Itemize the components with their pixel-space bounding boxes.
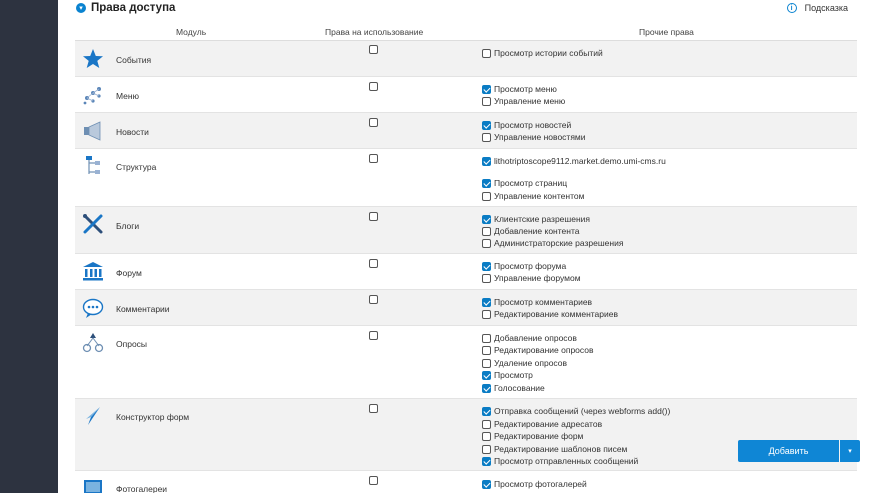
- pen-cross-icon: [82, 213, 104, 235]
- perm-checkbox[interactable]: [482, 358, 567, 368]
- caret-down-icon: ▾: [848, 448, 852, 455]
- checkbox[interactable]: [482, 359, 491, 368]
- perm-label: Просмотр страниц: [494, 178, 568, 188]
- perm-label: Просмотр фотогалерей: [494, 479, 587, 489]
- forum-building-icon: [82, 260, 104, 282]
- perm-label: Клиентские разрешения: [494, 214, 590, 224]
- left-sidebar: [0, 0, 58, 493]
- checkbox[interactable]: [482, 274, 491, 283]
- photo-gallery-icon: [82, 477, 104, 493]
- checkbox[interactable]: [482, 384, 491, 393]
- table-row: [75, 326, 857, 399]
- perm-label: Удаление опросов: [494, 358, 568, 368]
- use-checkbox[interactable]: [369, 82, 378, 91]
- perm-checkbox[interactable]: [482, 156, 666, 166]
- perm-checkbox[interactable]: [482, 479, 587, 489]
- perm-label: lithotriptoscope9112.market.demo.umi-cms.ru: [494, 156, 666, 166]
- perm-checkbox[interactable]: [482, 309, 618, 319]
- perm-checkbox[interactable]: [482, 431, 583, 441]
- use-checkbox[interactable]: [369, 404, 378, 413]
- table-row: [75, 254, 857, 290]
- module-name: Комментарии: [116, 304, 170, 314]
- use-checkbox[interactable]: [369, 118, 378, 127]
- perm-label: Управление форумом: [494, 273, 581, 283]
- checkbox[interactable]: [482, 371, 491, 380]
- table-header: [75, 22, 857, 41]
- megaphone-icon: [82, 120, 104, 142]
- perm-checkbox[interactable]: [482, 383, 545, 393]
- perm-label: Редактирование комментариев: [494, 309, 619, 319]
- use-checkbox[interactable]: [369, 331, 378, 340]
- checkbox[interactable]: [482, 298, 491, 307]
- checkbox[interactable]: [482, 420, 491, 429]
- use-checkbox[interactable]: [369, 154, 378, 163]
- perm-checkbox[interactable]: [482, 345, 594, 355]
- perm-checkbox[interactable]: [482, 297, 592, 307]
- table-row: [75, 471, 857, 493]
- perm-label: Управление контентом: [494, 191, 585, 201]
- module-name: Меню: [116, 91, 139, 101]
- help-label: Подсказка: [804, 3, 848, 13]
- perm-checkbox[interactable]: [482, 333, 577, 343]
- checkbox[interactable]: [482, 133, 491, 142]
- collapse-toggle-icon[interactable]: ▾: [76, 3, 86, 13]
- use-checkbox[interactable]: [369, 295, 378, 304]
- col-use-header: Права на использование: [325, 27, 424, 37]
- perm-checkbox[interactable]: [482, 96, 565, 106]
- perm-label: Просмотр: [494, 370, 533, 380]
- checkbox[interactable]: [482, 310, 491, 319]
- module-name: Форум: [116, 268, 142, 278]
- checkbox[interactable]: [482, 227, 491, 236]
- perm-checkbox[interactable]: [482, 84, 557, 94]
- add-dropdown-button[interactable]: [840, 440, 860, 462]
- perm-label: Администраторские разрешения: [494, 238, 624, 248]
- table-row: [75, 207, 857, 254]
- perm-label: Редактирование шаблонов писем: [494, 444, 628, 454]
- perm-checkbox[interactable]: [482, 238, 623, 248]
- star-icon: [82, 48, 104, 70]
- perm-label: Просмотр форума: [494, 261, 567, 271]
- table-row: [75, 149, 857, 207]
- perm-checkbox[interactable]: [482, 456, 638, 466]
- help-link[interactable]: [787, 3, 848, 13]
- module-name: Опросы: [116, 339, 148, 349]
- structure-icon: [82, 155, 104, 177]
- checkbox[interactable]: [482, 407, 491, 416]
- checkbox[interactable]: [482, 432, 491, 441]
- checkbox[interactable]: [482, 215, 491, 224]
- perm-label: Просмотр истории событий: [494, 48, 603, 58]
- table-row: [75, 113, 857, 149]
- module-name: Блоги: [116, 221, 140, 231]
- checkbox[interactable]: [482, 121, 491, 130]
- module-name: События: [116, 55, 152, 65]
- table-row: [75, 41, 857, 77]
- perm-label: Редактирование опросов: [494, 345, 594, 355]
- perm-label: Управление меню: [494, 96, 566, 106]
- module-name: Конструктор форм: [116, 412, 190, 422]
- comment-bubble-icon: [82, 297, 104, 319]
- add-button[interactable]: Добавить: [738, 440, 839, 462]
- checkbox[interactable]: [482, 334, 491, 343]
- module-name: Фотогалереи: [116, 484, 168, 493]
- checkbox[interactable]: [482, 97, 491, 106]
- paper-plane-icon: [82, 405, 104, 427]
- perm-label: Отправка сообщений (через webforms add()): [494, 406, 671, 416]
- menu-tree-icon: [82, 84, 104, 106]
- perm-checkbox[interactable]: [482, 191, 584, 201]
- perm-label: Просмотр комментариев: [494, 297, 593, 307]
- perm-checkbox[interactable]: [482, 273, 581, 283]
- perm-checkbox[interactable]: [482, 370, 533, 380]
- perm-label: Редактирование форм: [494, 431, 584, 441]
- perm-checkbox[interactable]: [482, 406, 670, 416]
- module-name: Новости: [116, 127, 149, 137]
- perm-label: Управление новостями: [494, 132, 586, 142]
- use-checkbox[interactable]: [369, 476, 378, 485]
- checkbox[interactable]: [482, 239, 491, 248]
- permissions-table: [75, 22, 857, 493]
- perm-label: Просмотр новостей: [494, 120, 572, 130]
- checkbox[interactable]: [482, 457, 491, 466]
- checkbox[interactable]: [482, 157, 491, 166]
- perm-checkbox[interactable]: [482, 178, 567, 188]
- use-checkbox[interactable]: [369, 45, 378, 54]
- section-title: Права доступа: [91, 2, 176, 14]
- info-icon: i: [787, 3, 797, 13]
- checkbox[interactable]: [482, 262, 491, 271]
- perm-checkbox[interactable]: [482, 444, 627, 454]
- perm-label: Просмотр меню: [494, 84, 557, 94]
- module-name: Структура: [116, 162, 157, 172]
- perm-checkbox[interactable]: [482, 214, 590, 224]
- perm-checkbox[interactable]: [482, 226, 580, 236]
- use-checkbox[interactable]: [369, 259, 378, 268]
- section-header[interactable]: [76, 2, 175, 14]
- checkbox[interactable]: [482, 445, 491, 454]
- col-module-header: Модуль: [176, 27, 207, 37]
- checkbox[interactable]: [482, 480, 491, 489]
- checkbox[interactable]: [482, 85, 491, 94]
- checkbox[interactable]: [482, 192, 491, 201]
- perm-label: Просмотр отправленных сообщений: [494, 456, 639, 466]
- perm-checkbox[interactable]: [482, 261, 566, 271]
- checkbox[interactable]: [482, 49, 491, 58]
- table-row: [75, 77, 857, 113]
- main-content: [58, 0, 874, 493]
- use-checkbox[interactable]: [369, 212, 378, 221]
- col-other-header: Прочие права: [639, 27, 694, 37]
- checkbox[interactable]: [482, 179, 491, 188]
- checkbox[interactable]: [482, 346, 491, 355]
- perm-label: Добавление контента: [494, 226, 580, 236]
- perm-checkbox[interactable]: [482, 120, 571, 130]
- perm-label: Редактирование адресатов: [494, 419, 603, 429]
- scales-icon: [82, 332, 104, 354]
- perm-label: Голосование: [494, 383, 545, 393]
- table-row: [75, 290, 857, 326]
- perm-checkbox[interactable]: [482, 419, 602, 429]
- perm-label: Добавление опросов: [494, 333, 577, 343]
- perm-checkbox[interactable]: [482, 132, 586, 142]
- perm-checkbox[interactable]: [482, 48, 603, 58]
